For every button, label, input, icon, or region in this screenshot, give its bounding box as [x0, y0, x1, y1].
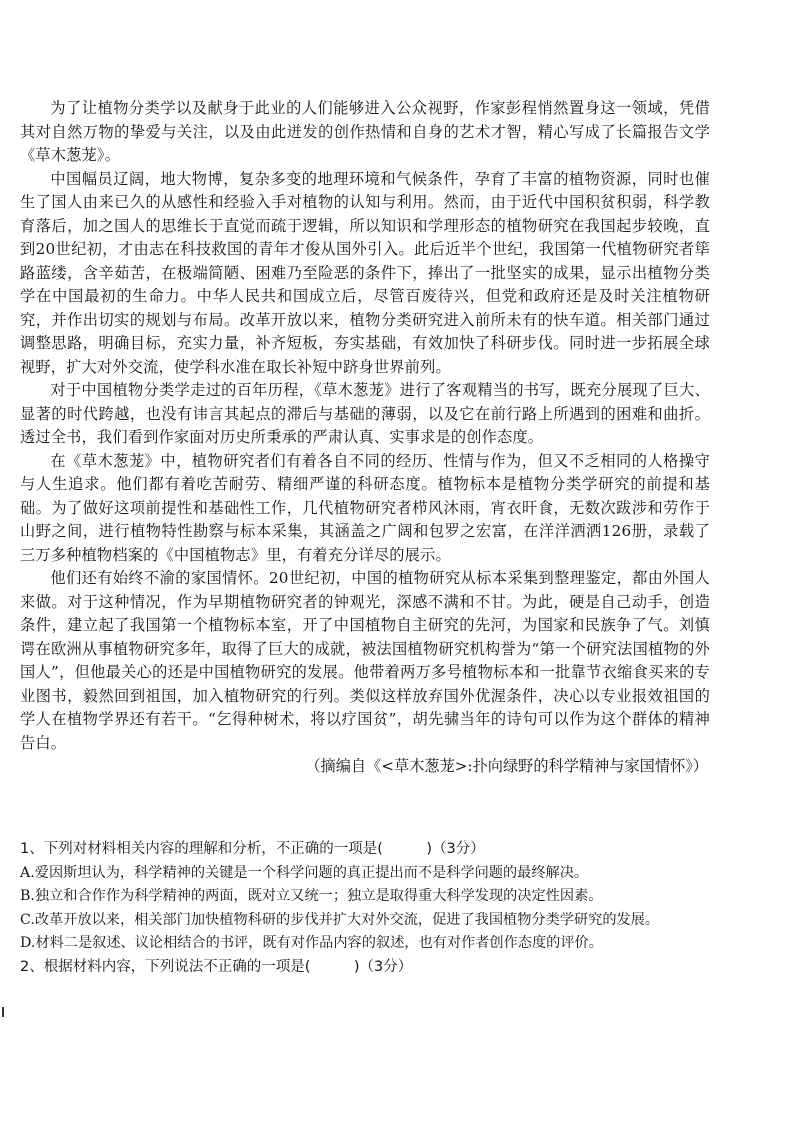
paragraph-3: 对于中国植物分类学走过的百年历程，《草木葱茏》进行了客观精当的书写，既充分展现了巨大、显著的时代跨越，也没有讳言其起点的滞后与基础的薄弱，以及它在前行路上所遇到的困难和曲折。透过全书，我们看到作家面对历史所秉承的严肃认真、实事求是的创作态度。	[20, 381, 710, 446]
question-1-option-d: D.材料二是叙述、议论相结合的书评，既有对作品内容的叙述，也有对作者创作态度的评价。	[20, 935, 603, 951]
questions-section	[20, 838, 710, 979]
article-text	[20, 97, 710, 779]
question-1-option-c: C.改革开放以来，相关部门加快植物科研的步伐并扩大对外交流，促进了我国植物分类学研究的发展。	[20, 911, 660, 928]
source-citation: （摘编自《<草木葱茏>:扑向绿野的科学精神与家国情怀》）	[305, 757, 708, 775]
question-1-stem: 1、下列对材料相关内容的理解和分析，不正确的一项是( )（3分）	[20, 841, 485, 857]
question-1-option-b: B.独立和合作作为科学精神的两面，既对立又统一；独立是取得重大科学发现的决定性因素。	[20, 888, 603, 904]
paragraph-2: 中国幅员辽阔，地大物博，复杂多变的地理环境和气候条件，孕育了丰富的植物资源，同时也催生了国人由来已久的从感性和经验入手对植物的认知与利用。然而，由于近代中国积贫积弱，科学教育落后，加之国人的思维长于直觉而疏于逻辑，所以知识和学理形态的植物研究在我国起步较晚，直到20世纪初，才由志在科技救国的青年才俊从国外引入。此后近半个世纪，我国第一代植物研究者筚路蓝缕，含辛茹苦，在极端简陋、困难乃至险恶的条件下，捧出了一批坚实的成果，显示出植物分类学在中国最初的生命力。中华人民共和国成立后，尽管百废待兴，但党和政府还是及时关注植物研究，并作出切实的规划与布局。改革开放以来，植物分类研究进入前所未有的快车道。相关部门通过调整思路，明确目标，充实力量，补齐短板，夯实基础，有效加快了科研步伐。同时进一步拓展全球视野，扩大对外交流，使学科水准在取长补短中跻身世界前列。	[20, 169, 710, 376]
paragraph-5: 他们还有始终不渝的家国情怀。20世纪初，中国的植物研究从标本采集到整理鉴定，都由外国人来做。对于这种情况，作为早期植物研究者的钟观光，深感不满和不甘。为此，硬是自己动手，创造条件，建立起了我国第一个植物标本室，开了中国植物自主研究的先河，为国家和民族争了气。刘慎谔在欧洲从事植物研究多年，取得了巨大的成就，被法国植物研究机构誉为“第一个研究法国植物的外国人”，但他最关心的还是中国植物研究的发展。他带着两万多号植物标本和一批靠节衣缩食买来的专业图书，毅然回到祖国，加入植物研究的行列。类似这样放弃国外优渥条件，决心以专业报效祖国的学人在植物学界还有若干。“乞得种树术，将以疗国贫”，胡先骕当年的诗句可以作为这个群体的精神告白。	[20, 569, 710, 752]
paragraph-4: 在《草木葱茏》中，植物研究者们有着各自不同的经历、性情与作为，但又不乏相同的人格操守与人生追求。他们都有着吃苦耐劳、精细严谨的科研态度。植物标本是植物分类学研究的前提和基础。为了做好这项前提性和基础性工作，几代植物研究者栉风沐雨，宵衣旰食，无数次跋涉和劳作于山野之间，进行植物特性勘察与标本采集，其涵盖之广阔和包罗之宏富，在洋洋洒洒126册，录载了三万多种植物档案的《中国植物志》里，有着充分详尽的展示。	[20, 451, 710, 564]
scan-margin-mark	[2, 1007, 4, 1017]
question-1-option-a: A.爱因斯坦认为，科学精神的关键是一个科学问题的真正提出而不是科学问题的最终解决。	[20, 864, 589, 881]
question-2-stem: 2、根据材料内容，下列说法不正确的一项是( )（3分）	[20, 958, 413, 975]
paragraph-1: 为了让植物分类学以及献身于此业的人们能够进入公众视野，作家彭程悄然置身这一领域，凭借其对自然万物的挚爱与关注，以及由此迸发的创作热情和自身的艺术才智，精心写成了长篇报告文学《草木葱茏》。	[20, 99, 710, 164]
